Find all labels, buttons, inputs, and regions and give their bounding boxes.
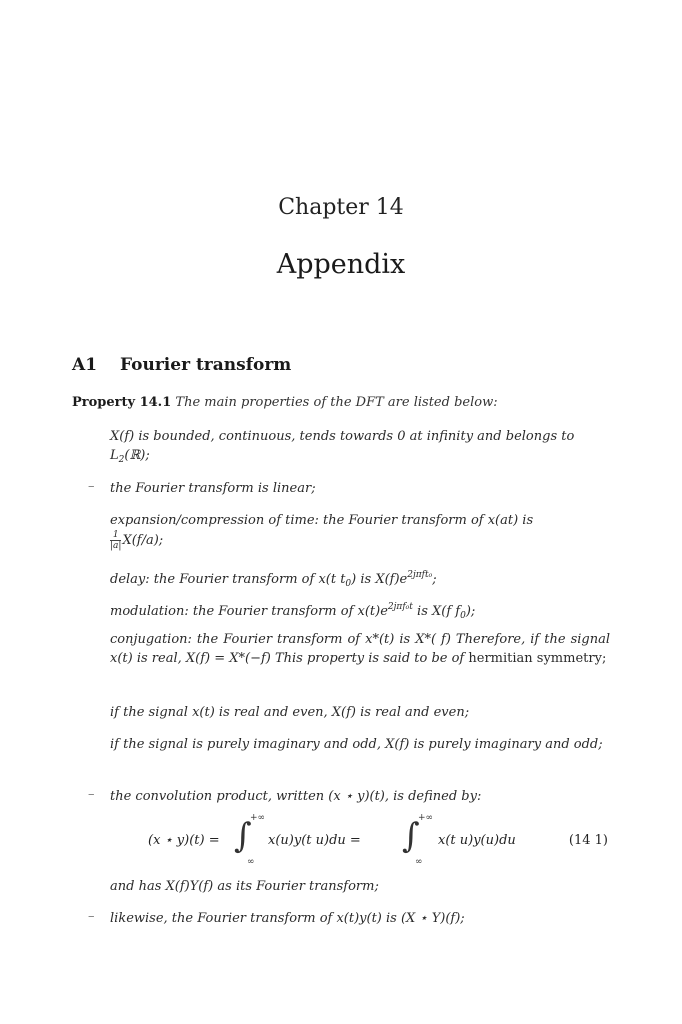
- item-text: X(f) is bounded, continuous, tends towards 0 at infinity and belongs to: [110, 429, 575, 444]
- item-text: hermitian symmetry;: [468, 651, 607, 666]
- integral-upper-limit: +∞: [250, 813, 266, 823]
- equation-lhs: (x ⋆ y)(t) =: [148, 833, 220, 848]
- equation-number: (14 1): [568, 833, 608, 848]
- property-text: The main properties of the DFT are listed below:: [175, 395, 498, 410]
- list-item-bounded: [110, 427, 610, 470]
- list-item-real-even: if the signal x(t) is real and even, X(f) is real and even;: [110, 705, 470, 720]
- item-subscript: 2: [118, 455, 125, 465]
- fraction-numerator: 1: [110, 530, 121, 541]
- list-item-convolution-transform: and has X(f)Y(f) as its Fourier transform;: [110, 879, 379, 894]
- chapter-label: Chapter 14: [278, 195, 404, 220]
- integral-sign: ∫: [402, 816, 420, 856]
- fraction: [110, 530, 121, 551]
- list-item-delay: [110, 566, 610, 594]
- list-item-convolution: the convolution product, written (x ⋆ y)(t), is defined by:: [110, 789, 482, 804]
- equation-rhs: x(t u)y(u)du: [438, 833, 516, 848]
- item-text: expansion/compression of time: the Fourier transform of x(at) is: [110, 513, 534, 528]
- section-title: Fourier transform: [120, 355, 292, 375]
- list-item-conjugation: [110, 630, 610, 668]
- list-dash: –: [88, 787, 95, 802]
- item-superscript: 2jπf₀t: [387, 602, 413, 612]
- item-text: delay: the Fourier transform of x(t t: [110, 572, 346, 587]
- item-text: modulation: the Fourier transform of x(t)e: [110, 604, 388, 619]
- integral-lower-limit: ∞: [415, 857, 423, 867]
- list-item-product: likewise, the Fourier transform of x(t)y(t) is (X ⋆ Y)(f);: [110, 911, 465, 926]
- property-label: Property 14.1: [72, 395, 172, 410]
- integral-sign: ∫: [234, 816, 252, 856]
- list-item-imaginary-odd: if the signal is purely imaginary and odd, X(f) is purely imaginary and odd;: [110, 737, 603, 752]
- item-text: conjugation: the Fourier transform of x*(t) is X*( f) Therefore, if the signal x(t) is real, X(f) = X*(−f) This property is said to be of: [110, 632, 610, 666]
- list-dash: –: [88, 479, 95, 494]
- item-text: );: [465, 604, 476, 619]
- section-heading: [72, 355, 291, 375]
- equation-middle: x(u)y(t u)du =: [268, 833, 361, 848]
- item-subscript: 0: [460, 611, 466, 621]
- item-text: ;: [432, 572, 437, 587]
- item-text: X(f/a);: [122, 533, 164, 548]
- convolution-equation: [148, 815, 608, 865]
- item-text: ) is X(f)e: [351, 572, 408, 587]
- item-text: (ℝ);: [124, 448, 150, 463]
- item-subscript: 0: [345, 579, 352, 589]
- list-item-linear: the Fourier transform is linear;: [110, 481, 316, 496]
- chapter-title: Appendix: [276, 249, 406, 280]
- section-number: A1: [72, 355, 98, 375]
- list-dash: –: [88, 909, 95, 924]
- integral-upper-limit: +∞: [418, 813, 434, 823]
- item-superscript: 2jπft₀: [407, 570, 433, 580]
- property-statement: [72, 395, 612, 410]
- item-text: L: [110, 448, 119, 463]
- fraction-denominator: |a|: [110, 541, 122, 551]
- list-item-expansion: [110, 511, 610, 551]
- integral-lower-limit: ∞: [247, 857, 255, 867]
- item-text: is X(f f: [412, 604, 461, 619]
- list-item-modulation: [110, 598, 610, 626]
